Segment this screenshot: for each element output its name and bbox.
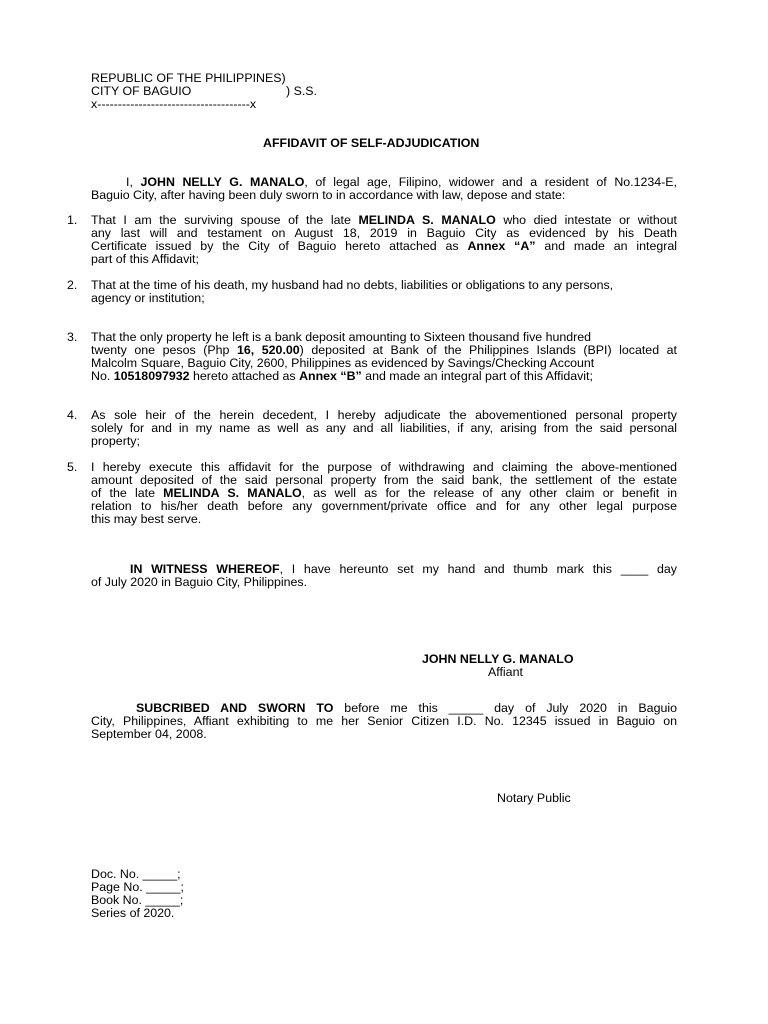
header-ss: ) S.S.: [286, 84, 317, 98]
doc-no: Doc. No. _____;: [91, 867, 181, 881]
item-3-number: 3.: [67, 330, 78, 344]
item-5-text: I hereby execute this affidavit for the purpose of withdrawing and claiming the above-mentioned amount deposited of the said personal property from the said bank, the settlement of the estate of the late MELINDA S. MANALO, as well as for the release of any other claim or benefit in relation to his/her death before any government/private office and for any other legal purpose this may best serve.: [91, 460, 677, 526]
item-5-number: 5.: [67, 460, 78, 474]
item-2-text: That at the time of his death, my husband had no debts, liabilities or obligations to any persons, agency or institution;: [91, 278, 614, 305]
series: Series of 2020.: [91, 906, 175, 920]
item-2-number: 2.: [67, 278, 78, 292]
affiant-name: JOHN NELLY G. MANALO: [140, 175, 305, 189]
intro-line-1: I, JOHN NELLY G. MANALO, of legal age, Filipino, widower and a resident of No.1234-E,: [126, 175, 677, 189]
witness-paragraph: IN WITNESS WHEREOF, I have hereunto set my hand and thumb mark this ____ day of July 2020 in Baguio City, Philippines.: [91, 562, 677, 589]
page-no: Page No. _____;: [91, 880, 185, 894]
notary-public-label: Notary Public: [497, 791, 571, 805]
document-title: AFFIDAVIT OF SELF-ADJUDICATION: [263, 136, 480, 150]
header-republic: REPUBLIC OF THE PHILIPPINES): [91, 71, 286, 85]
affiant-label: Affiant: [488, 665, 523, 679]
intro-line-2: Baguio City, after having been duly sworn to in accordance with law, depose and state:: [91, 188, 566, 202]
intro-paragraph: [91, 176, 677, 202]
affiant-signature-name: JOHN NELLY G. MANALO: [422, 652, 574, 666]
item-4-number: 4.: [67, 408, 78, 422]
header-city: CITY OF BAGUIO: [91, 84, 192, 98]
item-3-text: That the only property he left is a bank deposit amounting to Sixteen thousand five hundred twenty one pesos (Php 16, 520.00) deposited at Bank of the Philippines Islands (BPI) located at Malcolm Square, Baguio City, 2600, Philippines as evidenced by Savings/Checking Account No. 10518097932 hereto attached as Annex “B” and made an integral part of this Affidavit;: [91, 330, 677, 383]
item-1-number: 1.: [67, 213, 78, 227]
item-1-text: That I am the surviving spouse of the late MELINDA S. MANALO who died intestate or without any last will and testament on August 18, 2019 in Baguio City as evidenced by his Death Certificate issued by the City of Baguio hereto attached as Annex “A” and made an integral part of this Affidavit;: [91, 213, 677, 266]
header-rule: x-------------------------------------x: [91, 97, 257, 111]
item-4-text: As sole heir of the herein decedent, I hereby adjudicate the abovementioned personal property solely for and in my name as well as any and all liabilities, if any, arising from the said personal property;: [91, 408, 677, 448]
jurat-paragraph: SUBCRIBED AND SWORN TO before me this _____ day of July 2020 in Baguio City, Philippines, Affiant exhibiting to me her Senior Citizen I.D. No. 12345 issued in Baguio on September 04, 2008.: [91, 701, 677, 741]
book-no: Book No. _____;: [91, 893, 184, 907]
witness-heading: IN WITNESS WHEREOF: [130, 562, 280, 576]
jurat-heading: SUBCRIBED AND SWORN TO: [136, 701, 334, 715]
